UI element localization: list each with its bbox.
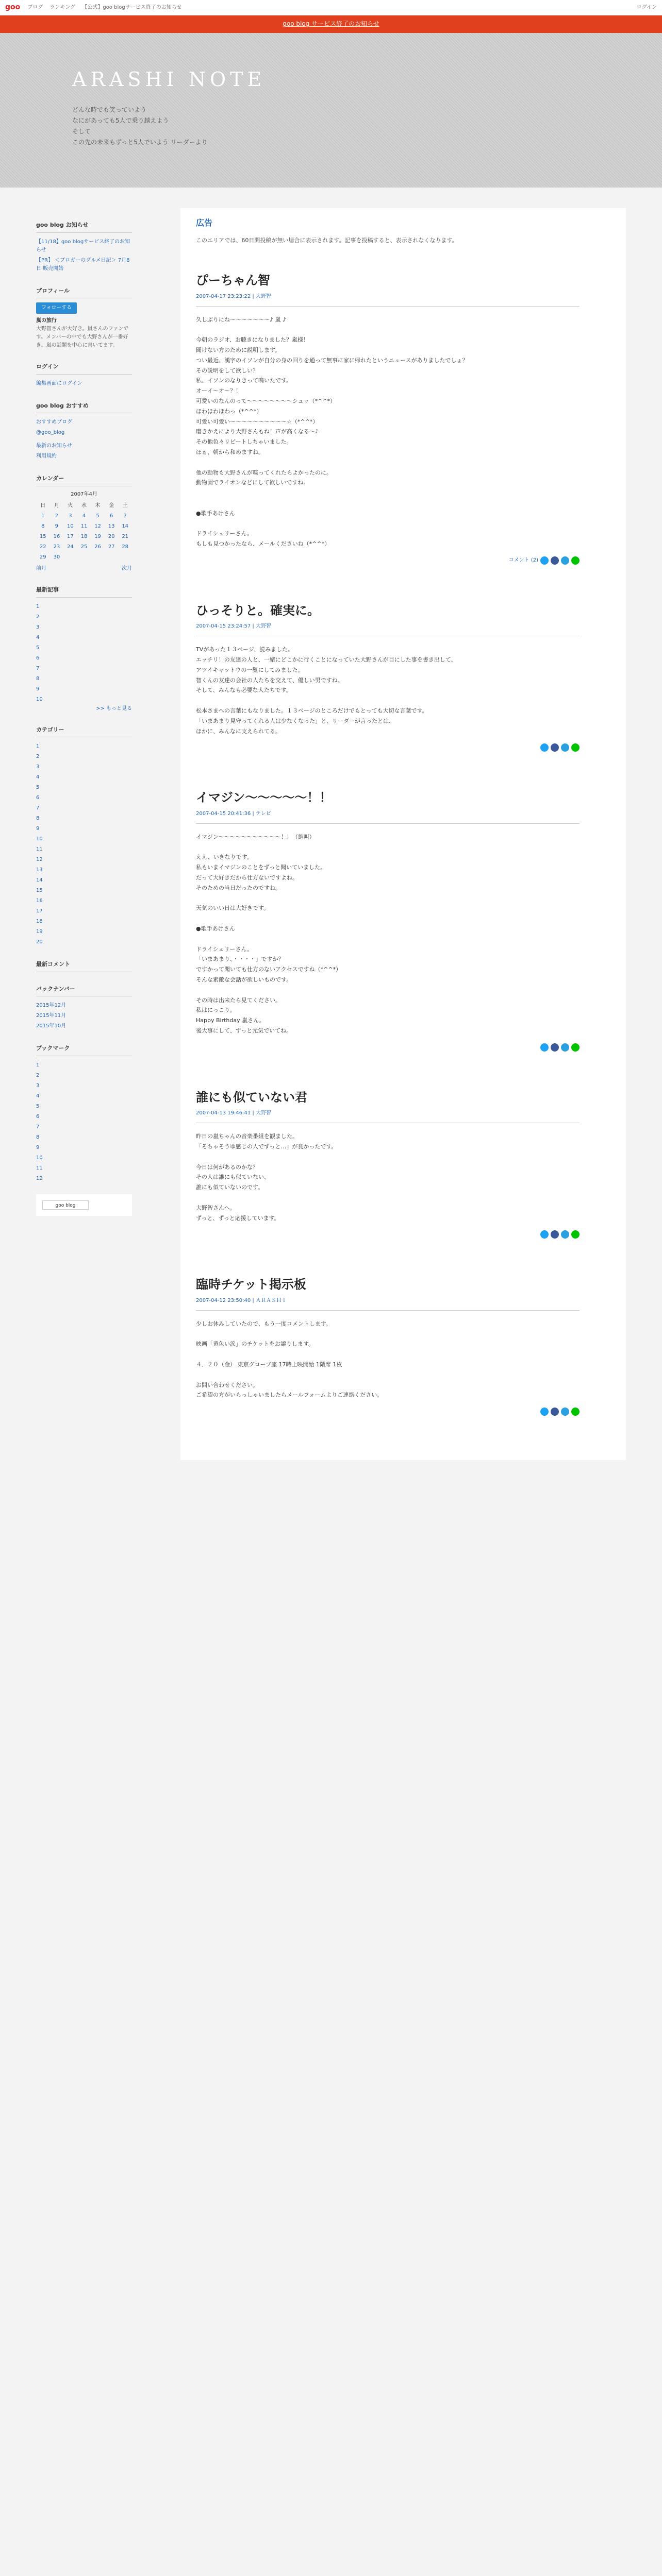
- article-line: だって大好きだから仕方ないですよね。: [196, 874, 298, 882]
- article-line: ●歌手あけさん: [196, 925, 235, 933]
- recent-article-link[interactable]: 8: [36, 675, 40, 682]
- calendar-weekday: 月: [54, 502, 59, 509]
- ad-label: 広告: [196, 218, 213, 228]
- backnumber-link[interactable]: 2015年11月: [36, 1013, 67, 1019]
- article-line: 後大事にして、ずっと元気でいてね。: [196, 1027, 292, 1034]
- bookmark-link[interactable]: 7: [36, 1124, 40, 1130]
- recommend-item[interactable]: おすすめブログ: [36, 419, 73, 426]
- article-line: 「いまあまり、・・・・」ですか？: [196, 956, 284, 963]
- recent-article-link[interactable]: 9: [36, 686, 40, 692]
- article-line: ●歌手あけさん: [196, 510, 235, 517]
- article-line: ご希望の方がいらっしゃいましたらメールフォームよりご連絡ください。: [196, 1392, 383, 1399]
- calendar-weekday: 土: [122, 502, 128, 509]
- facebook-share-icon[interactable]: [551, 556, 559, 565]
- bookmark-link[interactable]: 11: [36, 1165, 43, 1171]
- article-line: 少しお休みしていたので、もう一度コメントします。: [196, 1320, 332, 1327]
- recent-article-link[interactable]: 4: [36, 634, 40, 640]
- article-line: [196, 457, 580, 468]
- article-line: ドライシェリーさん。: [196, 530, 253, 537]
- calendar-day[interactable]: 16: [53, 533, 60, 539]
- bookmark-link[interactable]: 10: [36, 1155, 43, 1161]
- top-bar: [0, 0, 662, 15]
- article-line: [196, 893, 580, 904]
- article-body: [196, 1319, 580, 1400]
- article-line: ４．２０（金） 東京グローブ座 17時上映開始 1階席 1枚: [196, 1361, 342, 1368]
- article-line: ですかって聞いても仕方のないアクセスですね（*^^*）: [196, 966, 342, 973]
- article-line: 誰にも似ていないのです。: [196, 1184, 264, 1191]
- calendar-weekday: 木: [95, 502, 101, 509]
- calendar-day[interactable]: 11: [80, 523, 88, 529]
- blog-article: [180, 1088, 626, 1239]
- notice-item[interactable]: 【11/18】goo blogサービス終了のお知らせ: [36, 239, 130, 253]
- category-link[interactable]: 13: [36, 867, 43, 873]
- article-line: 可愛い可愛い〜〜〜〜〜〜〜〜〜〜☆（*^^*）: [196, 418, 319, 425]
- calendar-day[interactable]: 22: [39, 544, 46, 550]
- twitter-share-icon[interactable]: [540, 1043, 549, 1052]
- hatena-share-icon[interactable]: [561, 1408, 569, 1416]
- category-link[interactable]: 18: [36, 919, 43, 925]
- article-line: 私、イソンのなりきって鳴いたです。: [196, 377, 292, 384]
- goo-logo[interactable]: goo: [5, 3, 21, 12]
- article-line: イマジン〜〜〜〜〜〜〜〜〜〜〜！！（絶叫）: [196, 833, 315, 840]
- backnumber-link[interactable]: 2015年12月: [36, 1003, 67, 1009]
- calendar-day[interactable]: 27: [108, 544, 115, 550]
- article-line: 私はにっこり。: [196, 1007, 236, 1014]
- bookmark-link[interactable]: 1: [36, 1062, 40, 1068]
- sidebar-heading-comment: 最新コメント: [36, 960, 132, 972]
- article-body: [196, 645, 580, 736]
- line-share-icon[interactable]: [571, 743, 580, 752]
- calendar-day[interactable]: 9: [55, 523, 59, 529]
- calendar-day[interactable]: 19: [94, 533, 101, 539]
- recent-article-link[interactable]: 6: [36, 655, 40, 661]
- calendar-day[interactable]: 30: [53, 554, 60, 560]
- calendar-day[interactable]: 23: [53, 544, 60, 550]
- article-meta[interactable]: 2007-04-13 19:46:41 | 大野智: [196, 1109, 580, 1123]
- article-line: [196, 1349, 580, 1360]
- inactive-notice: このエリアでは、60日間投稿が無い場合に表示されます。記事を投稿すると、表示されなくなります。: [196, 236, 458, 244]
- backnumber-link[interactable]: 2015年10月: [36, 1023, 67, 1029]
- tagline-line: この先の未来もずっと5人でいよう リーダーより: [72, 138, 208, 146]
- article-line: 動物園でライオンなどにして欲しいですね。: [196, 479, 309, 486]
- calendar-day[interactable]: 13: [108, 523, 115, 529]
- calendar-day: [91, 552, 105, 563]
- article-line: ドライシェリーさん。: [196, 945, 253, 953]
- category-link[interactable]: 7: [36, 805, 40, 811]
- calendar-day[interactable]: 8: [41, 523, 45, 529]
- article-line: 天気のいい日は大好きです。: [196, 905, 270, 912]
- calendar-day[interactable]: 29: [39, 554, 46, 560]
- article-line: その説明をして欲しい？: [196, 367, 258, 374]
- bookmark-link[interactable]: 2: [36, 1072, 40, 1078]
- calendar-day[interactable]: 28: [122, 544, 129, 550]
- calendar-day[interactable]: 4: [82, 513, 86, 519]
- sidebar-heading-profile: プロフィール: [36, 286, 132, 299]
- article-line: その人は誰にも似ていない、: [196, 1174, 270, 1181]
- article-line: その時は出来たら見てください。: [196, 996, 281, 1004]
- bookmark-link[interactable]: 3: [36, 1082, 40, 1089]
- article-line: [196, 842, 580, 853]
- profile-text: 大野智さんが大好き。嵐さんのファンです。メンバーの中でも大野さんが一番好き。嵐の話題を中心に書いてます。: [36, 326, 129, 349]
- category-link[interactable]: 6: [36, 795, 40, 801]
- calendar-day[interactable]: 3: [69, 513, 72, 519]
- sidebar-heading-notice: goo blog お知らせ: [36, 221, 132, 233]
- facebook-share-icon[interactable]: [551, 1043, 559, 1052]
- twitter-share-icon[interactable]: [540, 1230, 549, 1239]
- article-footer: [196, 1043, 580, 1052]
- topbar-link-notice[interactable]: 【公式】goo blogサービス終了のお知らせ: [82, 4, 182, 10]
- article-line: ええ、いきなりです。: [196, 854, 253, 861]
- category-link[interactable]: 14: [36, 877, 43, 884]
- article-title[interactable]: 臨時チケット掲示板: [196, 1277, 306, 1292]
- recent-article-link[interactable]: 2: [36, 614, 40, 620]
- twitter-share-icon[interactable]: [540, 1408, 549, 1416]
- comments-link[interactable]: コメント (2): [508, 557, 538, 563]
- calendar-day[interactable]: 14: [122, 523, 129, 529]
- recommend-extra[interactable]: 最新のお知らせ: [36, 443, 72, 449]
- follow-button[interactable]: フォローする: [36, 302, 77, 314]
- bookmark-link[interactable]: 4: [36, 1093, 40, 1099]
- category-link[interactable]: 19: [36, 929, 43, 935]
- calendar-day[interactable]: 26: [94, 544, 101, 550]
- category-link[interactable]: 4: [36, 774, 40, 781]
- hatena-share-icon[interactable]: [561, 743, 569, 752]
- category-link[interactable]: 9: [36, 826, 40, 832]
- blog-article: [180, 788, 626, 1051]
- service-end-alert-link[interactable]: goo blog サービス終了のお知らせ: [283, 20, 379, 28]
- notice-item[interactable]: 【PR】 ＜ブロガーのグルメ日記＞ 7月8日 販売開始: [36, 257, 130, 272]
- sidebar: [0, 208, 144, 1460]
- topbar-link-ranking[interactable]: ランキング: [49, 4, 76, 10]
- calendar-day[interactable]: 24: [67, 544, 74, 550]
- article-line: そのための当日だったのですね。: [196, 884, 281, 891]
- article-line: [196, 934, 580, 944]
- article-line: 大野智さんへ。: [196, 1204, 236, 1211]
- calendar-table: [36, 501, 132, 563]
- category-link[interactable]: 20: [36, 939, 43, 945]
- line-share-icon[interactable]: [571, 1408, 580, 1416]
- calendar-weekday: 水: [81, 502, 87, 509]
- content-panel: [180, 208, 626, 1460]
- calendar-day[interactable]: 10: [67, 523, 74, 529]
- article-line: ほかに、みんなに支えられてる。: [196, 727, 281, 735]
- tagline-line: そして: [72, 127, 91, 135]
- main-column: [144, 208, 662, 1460]
- line-share-icon[interactable]: [571, 556, 580, 565]
- calendar-day[interactable]: 7: [123, 513, 127, 519]
- calendar-day: [63, 552, 77, 563]
- article-line: 聞けない方のために説明します。: [196, 346, 281, 353]
- category-link[interactable]: 8: [36, 816, 40, 822]
- article-line: そんな素敵な会話が欲しいものです。: [196, 976, 292, 984]
- article-line: [196, 913, 580, 924]
- calendar-weekday: 火: [68, 502, 73, 509]
- article-body: [196, 1131, 580, 1223]
- sidebar-heading-calendar: カレンダー: [36, 474, 132, 486]
- sidebar-heading-recommend: goo blog おすすめ: [36, 401, 132, 414]
- recent-more-link[interactable]: >> もっと見る: [96, 705, 132, 711]
- bookmark-link[interactable]: 9: [36, 1144, 40, 1150]
- sidebar-heading-bookmark: ブックマーク: [36, 1044, 132, 1056]
- calendar-day[interactable]: 15: [39, 533, 46, 539]
- blog-title[interactable]: ARASHI NOTE: [72, 68, 266, 91]
- article-title[interactable]: ぴーちゃん智: [196, 273, 270, 288]
- article-line: ほわほわほわっ（*^^*）: [196, 408, 262, 415]
- category-link[interactable]: 16: [36, 898, 43, 904]
- twitter-share-icon[interactable]: [540, 743, 549, 752]
- recent-article-link[interactable]: 7: [36, 665, 40, 671]
- calendar-weekday: 日: [40, 502, 46, 509]
- recent-article-link[interactable]: 5: [36, 645, 40, 651]
- edit-login-link[interactable]: 編集画面にログイン: [36, 380, 82, 386]
- article-line: 久しぶりにね〜〜〜〜〜〜〜♪ 嵐 ♪: [196, 316, 287, 323]
- article-meta[interactable]: 2007-04-17 23:23:22 | 大野智: [196, 293, 580, 307]
- calendar-day[interactable]: 2: [55, 513, 59, 519]
- article-line: 昨日の嵐ちゃんの音楽番組を観ました。: [196, 1133, 298, 1140]
- blog-article: [180, 270, 626, 565]
- article-title[interactable]: イマジン〜〜〜〜〜！！: [196, 790, 332, 805]
- twitter-share-icon[interactable]: [540, 556, 549, 565]
- article-line: [196, 1193, 580, 1203]
- sidebar-bottom-box: [36, 1194, 132, 1216]
- sidebar-heading-category: カテゴリー: [36, 725, 132, 738]
- article-title[interactable]: ひっそりと。確実に。: [196, 603, 320, 618]
- blog-article: [180, 601, 626, 752]
- calendar-day[interactable]: 21: [122, 533, 129, 539]
- recent-article-link[interactable]: 10: [36, 696, 43, 702]
- goo-blog-badge[interactable]: goo blog: [42, 1200, 89, 1210]
- line-share-icon[interactable]: [571, 1230, 580, 1239]
- bookmark-link[interactable]: 5: [36, 1103, 40, 1109]
- facebook-share-icon[interactable]: [551, 743, 559, 752]
- article-line: [196, 325, 580, 335]
- article-line: TVがあった１３ページ、読みました。: [196, 646, 294, 653]
- login-link[interactable]: ログイン: [636, 4, 657, 10]
- article-line: 磨きかえにより大野さんもね！声が高くなる〜♪: [196, 428, 319, 435]
- calendar-day[interactable]: 25: [80, 544, 88, 550]
- article-line: 他の動物も大野さんが喋ってくれたらよかったのに。: [196, 469, 332, 476]
- calendar-day[interactable]: 6: [109, 513, 113, 519]
- category-link[interactable]: 1: [36, 743, 40, 750]
- tagline-line: どんな時でも笑っていよう: [72, 106, 147, 113]
- article-line: お問い合わせください。: [196, 1381, 258, 1388]
- calendar-day: [105, 552, 119, 563]
- article-line: 映画「黄色い涙」のチケットをお譲りします。: [196, 1341, 315, 1348]
- facebook-share-icon[interactable]: [551, 1230, 559, 1239]
- calendar-day[interactable]: 5: [96, 513, 100, 519]
- article-line: 今朝のラジオ、お聴きになりました？嵐様！: [196, 336, 309, 344]
- article-line: [196, 1152, 580, 1162]
- blog-header: [0, 33, 662, 188]
- calendar-day[interactable]: 1: [41, 513, 45, 519]
- profile-name: 嵐の旅行: [36, 318, 57, 324]
- recommend-extra[interactable]: 利用規約: [36, 453, 57, 460]
- calendar-day[interactable]: 12: [94, 523, 101, 529]
- hatena-share-icon[interactable]: [561, 556, 569, 565]
- calendar-day: [118, 552, 132, 563]
- category-link[interactable]: 12: [36, 857, 43, 863]
- article-meta[interactable]: 2007-04-12 23:50:40 | ＡＲＡＳＨＩ: [196, 1297, 580, 1311]
- blog-article: [180, 1275, 626, 1416]
- article-body: [196, 832, 580, 1036]
- hatena-share-icon[interactable]: [561, 1230, 569, 1239]
- recent-article-link[interactable]: 1: [36, 603, 40, 609]
- article-line: アツイキャットウの一覧にしてみました。: [196, 666, 304, 673]
- calendar-day: [77, 552, 91, 563]
- article-line: [196, 498, 580, 509]
- recommend-item[interactable]: @goo_blog: [36, 430, 65, 436]
- article-line: 今日は何があるのかな？: [196, 1163, 258, 1171]
- calendar-day[interactable]: 18: [80, 533, 88, 539]
- article-footer: [196, 743, 580, 752]
- article-line: 私もいまイマジンのことをずっと聞いていました。: [196, 864, 326, 871]
- article-line: [196, 1370, 580, 1380]
- sidebar-heading-backnumber: バックナンバー: [36, 985, 132, 997]
- line-share-icon[interactable]: [571, 1043, 580, 1052]
- blog-tagline: [72, 105, 662, 148]
- category-link[interactable]: 10: [36, 836, 43, 842]
- calendar-weekday: 金: [109, 502, 114, 509]
- tagline-line: なにがあっても5人で乗り越えよう: [72, 116, 169, 124]
- article-line: ずっと、ずっと応援しています。: [196, 1214, 280, 1222]
- category-link[interactable]: 15: [36, 888, 43, 894]
- article-line: [196, 519, 580, 529]
- category-link[interactable]: 5: [36, 785, 40, 791]
- bookmark-link[interactable]: 6: [36, 1113, 40, 1120]
- article-line: [196, 488, 580, 498]
- article-line: その他色々リピートしちゃいました。: [196, 438, 292, 446]
- article-line: 「そちゃそうゆ感じの人でずっと…」が良かったです。: [196, 1143, 337, 1150]
- article-line: 「いまあまり見守ってくれる人は少なくなった」と、リーダーが言ったとは、: [196, 717, 394, 724]
- article-line: 松本さまへの言葉にもなりました。１３ページのところだけでもとっても大切な言葉です。: [196, 707, 428, 715]
- article-meta[interactable]: 2007-04-15 20:41:36 | テレビ: [196, 810, 580, 824]
- article-line: つい最近、漢字のイソンが自分の身の回りを通って無事に家に帰れたというニュースがありましたでしょ？: [196, 357, 468, 364]
- article-title[interactable]: 誰にも似ていない君: [196, 1090, 307, 1105]
- article-line: もしも見つかったなら、メールくださいね（*^^*）: [196, 540, 330, 548]
- category-link[interactable]: 3: [36, 764, 40, 770]
- facebook-share-icon[interactable]: [551, 1408, 559, 1416]
- calendar-next-link[interactable]: 次月: [122, 565, 132, 571]
- sidebar-heading-login: ログイン: [36, 362, 132, 375]
- article-footer: [196, 1230, 580, 1239]
- category-link[interactable]: 17: [36, 908, 43, 914]
- sidebar-heading-recent: 最新記事: [36, 585, 132, 598]
- category-link[interactable]: 2: [36, 754, 40, 760]
- article-line: そして、みんなも必要な人たちです。: [196, 687, 292, 694]
- article-footer: [196, 1408, 580, 1416]
- calendar-month: 2007年4月: [71, 491, 97, 497]
- calendar-day[interactable]: 17: [67, 533, 74, 539]
- hatena-share-icon[interactable]: [561, 1043, 569, 1052]
- article-line: [196, 1329, 580, 1340]
- bookmark-link[interactable]: 12: [36, 1175, 43, 1181]
- article-line: [196, 696, 580, 706]
- category-link[interactable]: 11: [36, 846, 43, 853]
- topbar-link-blog[interactable]: ブログ: [27, 4, 43, 10]
- article-meta[interactable]: 2007-04-15 23:24:57 | 大野智: [196, 622, 580, 636]
- bookmark-link[interactable]: 8: [36, 1134, 40, 1140]
- article-body: [196, 315, 580, 549]
- service-end-alert-bar: [0, 15, 662, 33]
- article-line: エッチリ！の友達の人と、一緒にどこかに行くことになっていた大野さんが目にした事を書き出して、: [196, 656, 457, 664]
- article-line: 智くんの友達の会社の人たちを交えて、優しい男ですね。: [196, 676, 343, 684]
- article-line: Happy Birthday 嵐さん。: [196, 1017, 265, 1024]
- recent-article-link[interactable]: 3: [36, 624, 40, 630]
- article-line: 可愛いのなんのって〜〜〜〜〜〜〜〜シュッ（*^^*）: [196, 397, 336, 404]
- article-line: オーイ〜オ〜？！: [196, 387, 241, 395]
- article-line: [196, 985, 580, 995]
- article-footer: [196, 556, 580, 565]
- calendar-day[interactable]: 20: [108, 533, 115, 539]
- calendar-prev-link[interactable]: 前月: [36, 565, 46, 571]
- article-line: ほぁ、朝から和めますね。: [196, 448, 264, 455]
